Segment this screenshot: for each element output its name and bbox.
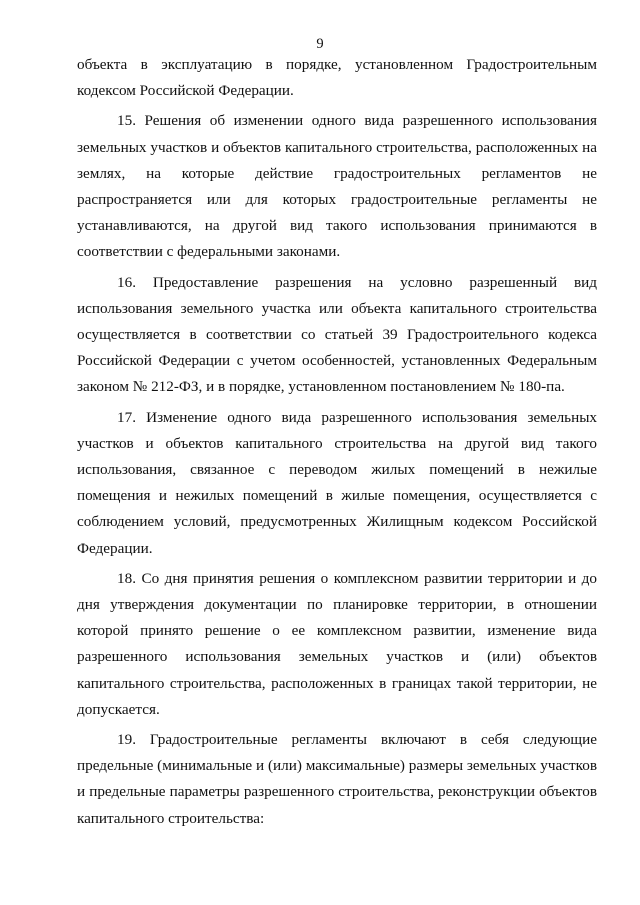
- paragraph-16: 16. Предоставление разрешения на условно разрешенный вид использования земельного участка или объекта капитального строительства осуществляется в соответствии со статьей 39 Градостроительного кодекса Российской Федерации с учетом особенностей, установленных Федеральным законом № 212-ФЗ, и в порядке, установленном постановлением № 180-па.: [77, 273, 597, 396]
- paragraph-17: 17. Изменение одного вида разрешенного использования земельных участков и объектов капитального строительства на другой вид такого использования, связанное с переводом жилых помещений в нежилые помещения и нежилых помещений в жилые помещения, осуществляется с соблюдением условий, предусмотренных Жилищным кодексом Российской Федерации.: [77, 408, 597, 557]
- paragraph-19: 19. Градостроительные регламенты включают в себя следующие предельные (минимальные и (или) максимальные) размеры земельных участков и предельные параметры разрешенного строительства, реконструкции объектов капитального строительства:: [77, 731, 597, 827]
- paragraph-15: 15. Решения об изменении одного вида разрешенного использования земельных участков и объектов капитального строительства, расположенных на землях, на которые действие градостроительных регламентов не распространяется или для которых градостроительные регламенты не устанавливаются, на другой вид такого использования принимаются в соответствии с федеральными законами.: [77, 112, 597, 261]
- page-number: 9: [316, 36, 324, 52]
- document-body: [77, 52, 597, 832]
- paragraph-continuation: объекта в эксплуатацию в порядке, установленном Градостроительным кодексом Российской Федерации.: [77, 56, 597, 100]
- paragraph-18: 18. Со дня принятия решения о комплексном развитии территории и до дня утверждения документации по планировке территории, в отношении которой принято решение о ее комплексном развитии, изменение вида разрешенного использования земельных участков и (или) объектов капитального строительства, расположенных в границах такой территории, не допускается.: [77, 569, 597, 718]
